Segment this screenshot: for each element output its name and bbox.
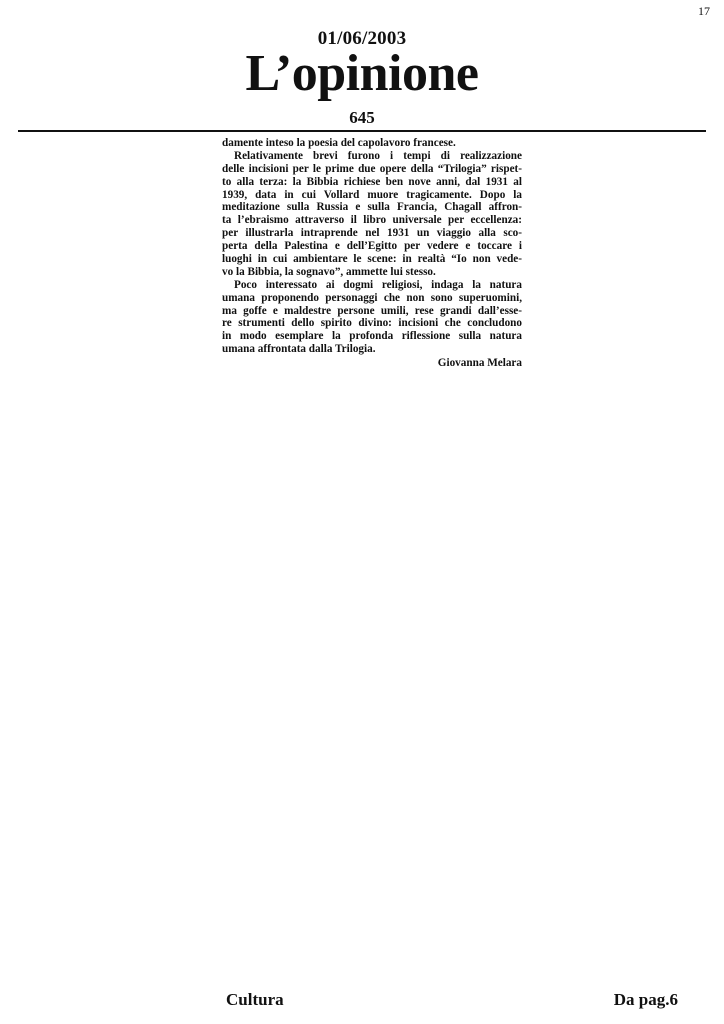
article-line: umana affrontata dalla Trilogia. [222, 343, 376, 356]
article-line: ta l’ebraismo attraverso il libro universale per eccellenza: [222, 214, 522, 227]
publication-date: 01/06/2003 [317, 28, 407, 49]
article-line: delle incisioni per le prime due opere della “Trilogia” rispet- [222, 162, 522, 175]
article-line: vo la Bibbia, la sognavo”, ammette lui stesso. [222, 265, 436, 278]
article-line: ma goffe e maldestre persone umili, rese grandi dall’esse- [222, 304, 522, 317]
article-line: 1939, data in cui Vollard muore tragicamente. Dopo la [222, 188, 522, 201]
article-byline: Giovanna Melara [437, 357, 522, 370]
article-line: luoghi in cui ambientare le scene: in realtà “Io non vede- [222, 253, 522, 266]
article-line: Poco interessato ai dogmi religiosi, indaga la natura [234, 278, 522, 291]
article-line: re strumenti dello spirito divino: incisioni che concludono [222, 317, 522, 330]
article-line: Relativamente brevi furono i tempi di realizzazione [234, 149, 522, 162]
article-line: in modo esemplare la profonda riflessione sulla natura [222, 330, 522, 343]
continued-from-label: Da pag.6 [613, 990, 678, 1009]
article-line: meditazione sulla Russia e sulla Francia, Chagall affron- [222, 201, 522, 214]
article-line: umana proponendo personaggi che non sono superuomini, [222, 291, 522, 304]
issue-number: 645 [349, 108, 375, 127]
article-line: damente inteso la poesia del capolavoro francese. [222, 137, 456, 149]
article-line: per illustrarla intraprende nel 1931 un viaggio alla sco- [222, 227, 522, 240]
page-number: 17 [698, 4, 710, 18]
header-divider [18, 130, 706, 132]
newspaper-masthead: L’opinione [245, 45, 479, 102]
article-line: perta della Palestina e dell’Egitto per vedere e toccare i [222, 240, 522, 253]
article-line: to alla terza: la Bibbia richiese ben nove anni, dal 1931 al [222, 175, 522, 188]
section-label: Cultura [226, 990, 284, 1009]
article-body [222, 137, 522, 370]
